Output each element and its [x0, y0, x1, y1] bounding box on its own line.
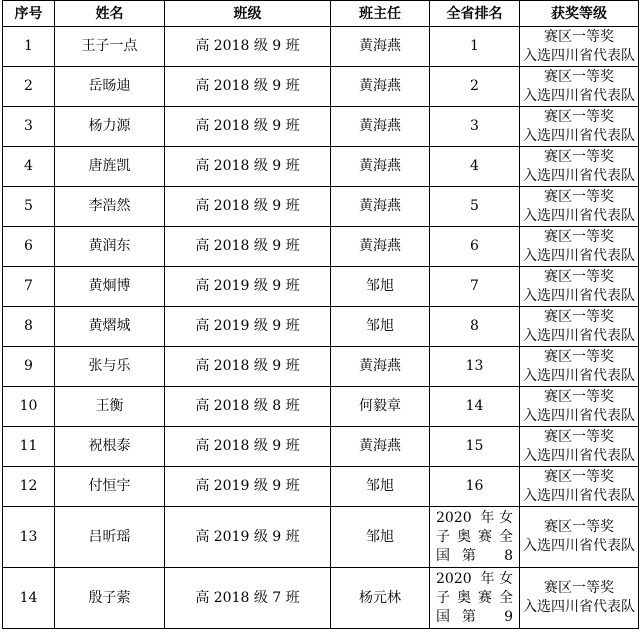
- cell-no: 2: [3, 67, 55, 107]
- cell-class: 高 2019 级 9 班: [165, 507, 331, 568]
- cell-class: 高 2018 级 9 班: [165, 67, 331, 107]
- rank-note-line: 国第 9: [436, 608, 513, 625]
- cell-award: [520, 107, 639, 147]
- award-line: 赛区一等奖: [544, 428, 614, 445]
- cell-award: [520, 427, 639, 467]
- table-row: [3, 347, 639, 387]
- cell-no: 9: [3, 347, 55, 387]
- award-line: 赛区一等奖: [544, 580, 614, 596]
- header-class: 班级: [165, 1, 331, 27]
- award-line: 入选四川省代表队: [523, 47, 635, 64]
- cell-award: [520, 467, 639, 507]
- table-row: [3, 307, 639, 347]
- cell-class: 高 2018 级 8 班: [165, 387, 331, 427]
- cell-class: 高 2018 级 9 班: [165, 187, 331, 227]
- award-line: 赛区一等奖: [544, 348, 614, 365]
- award-line: 入选四川省代表队: [523, 207, 635, 224]
- cell-rank: 15: [430, 427, 520, 467]
- cell-class: 高 2018 级 9 班: [165, 107, 331, 147]
- cell-teacher: 杨元林: [331, 568, 430, 629]
- cell-teacher: 邹旭: [331, 467, 430, 507]
- cell-teacher: 黄海燕: [331, 107, 430, 147]
- cell-class: 高 2018 级 7 班: [165, 568, 331, 629]
- cell-class: 高 2019 级 9 班: [165, 467, 331, 507]
- cell-name: 张与乐: [55, 347, 165, 387]
- award-line: 入选四川省代表队: [523, 538, 635, 554]
- cell-rank: 5: [430, 187, 520, 227]
- cell-rank: 16: [430, 467, 520, 507]
- award-line: 入选四川省代表队: [523, 599, 635, 615]
- cell-award: [520, 307, 639, 347]
- award-line: 赛区一等奖: [544, 228, 614, 245]
- cell-award: [520, 147, 639, 187]
- cell-class: 高 2018 级 9 班: [165, 347, 331, 387]
- cell-teacher: 黄海燕: [331, 187, 430, 227]
- cell-award: [520, 387, 639, 427]
- cell-no: 1: [3, 27, 55, 67]
- cell-name: 岳旸迪: [55, 67, 165, 107]
- table-row: [3, 387, 639, 427]
- cell-teacher: 邹旭: [331, 307, 430, 347]
- rank-note-line: 国第 8: [436, 547, 513, 564]
- cell-name: 吕昕瑶: [55, 507, 165, 568]
- award-table: [2, 0, 639, 629]
- cell-teacher: 黄海燕: [331, 347, 430, 387]
- award-line: 入选四川省代表队: [523, 487, 635, 504]
- table-row: [3, 27, 639, 67]
- cell-no: 14: [3, 568, 55, 629]
- cell-rank: 13: [430, 347, 520, 387]
- cell-award: [520, 568, 639, 629]
- table-body: [3, 27, 639, 629]
- cell-no: 8: [3, 307, 55, 347]
- cell-name: 王子一点: [55, 27, 165, 67]
- table-row: [3, 67, 639, 107]
- award-line: 入选四川省代表队: [523, 447, 635, 464]
- header-no: 序号: [3, 1, 55, 27]
- award-line: 入选四川省代表队: [523, 127, 635, 144]
- cell-no: 13: [3, 507, 55, 568]
- cell-no: 5: [3, 187, 55, 227]
- table-row: [3, 568, 639, 629]
- award-line: 赛区一等奖: [544, 468, 614, 485]
- table-row: [3, 187, 639, 227]
- cell-teacher: 何毅章: [331, 387, 430, 427]
- award-line: 入选四川省代表队: [523, 367, 635, 384]
- rank-note-line: 子奥赛全: [436, 528, 513, 545]
- award-line: 入选四川省代表队: [523, 167, 635, 184]
- header-award: 获奖等级: [520, 1, 639, 27]
- cell-rank: 7: [430, 267, 520, 307]
- award-line: 赛区一等奖: [544, 308, 614, 325]
- cell-award: [520, 507, 639, 568]
- cell-no: 3: [3, 107, 55, 147]
- header-rank: 全省排名: [430, 1, 520, 27]
- award-line: 赛区一等奖: [544, 68, 614, 85]
- cell-award: [520, 227, 639, 267]
- cell-teacher: 黄海燕: [331, 227, 430, 267]
- award-line: 赛区一等奖: [544, 188, 614, 205]
- award-line: 入选四川省代表队: [523, 407, 635, 424]
- award-line: 赛区一等奖: [544, 388, 614, 405]
- table-row: [3, 227, 639, 267]
- cell-no: 10: [3, 387, 55, 427]
- cell-name: 杨力源: [55, 107, 165, 147]
- cell-rank-note: [430, 568, 520, 629]
- table-row: [3, 267, 639, 307]
- cell-name: 唐旌凯: [55, 147, 165, 187]
- cell-class: 高 2018 级 9 班: [165, 427, 331, 467]
- cell-award: [520, 187, 639, 227]
- cell-rank: 4: [430, 147, 520, 187]
- cell-name: 付恒宇: [55, 467, 165, 507]
- cell-award: [520, 267, 639, 307]
- cell-name: 李浩然: [55, 187, 165, 227]
- award-line: 赛区一等奖: [544, 148, 614, 165]
- table-row: [3, 507, 639, 568]
- cell-name: 殷子萦: [55, 568, 165, 629]
- award-line: 赛区一等奖: [544, 108, 614, 125]
- cell-name: 祝根泰: [55, 427, 165, 467]
- cell-award: [520, 67, 639, 107]
- table-row: [3, 107, 639, 147]
- cell-rank: 14: [430, 387, 520, 427]
- cell-class: 高 2018 级 9 班: [165, 227, 331, 267]
- cell-class: 高 2018 级 9 班: [165, 27, 331, 67]
- header-teacher: 班主任: [331, 1, 430, 27]
- cell-name: 黄润东: [55, 227, 165, 267]
- cell-class: 高 2019 级 9 班: [165, 267, 331, 307]
- cell-rank: 6: [430, 227, 520, 267]
- award-line: 赛区一等奖: [544, 28, 614, 45]
- rank-note-line: 2020 年女: [436, 509, 513, 526]
- rank-note-line: 子奥赛全: [436, 589, 513, 606]
- award-line: 赛区一等奖: [544, 268, 614, 285]
- cell-teacher: 黄海燕: [331, 427, 430, 467]
- cell-no: 4: [3, 147, 55, 187]
- cell-class: 高 2019 级 9 班: [165, 307, 331, 347]
- award-line: 入选四川省代表队: [523, 327, 635, 344]
- cell-award: [520, 27, 639, 67]
- header-row: [3, 1, 639, 27]
- cell-rank: 8: [430, 307, 520, 347]
- cell-teacher: 黄海燕: [331, 147, 430, 187]
- cell-teacher: 黄海燕: [331, 67, 430, 107]
- award-line: 入选四川省代表队: [523, 247, 635, 264]
- table-row: [3, 147, 639, 187]
- cell-rank: 1: [430, 27, 520, 67]
- cell-name: 王衡: [55, 387, 165, 427]
- cell-teacher: 黄海燕: [331, 27, 430, 67]
- cell-no: 6: [3, 227, 55, 267]
- cell-rank-note: [430, 507, 520, 568]
- cell-award: [520, 347, 639, 387]
- cell-no: 7: [3, 267, 55, 307]
- cell-name: 黄炯博: [55, 267, 165, 307]
- table-row: [3, 467, 639, 507]
- cell-rank: 2: [430, 67, 520, 107]
- award-line: 入选四川省代表队: [523, 287, 635, 304]
- award-line: 入选四川省代表队: [523, 87, 635, 104]
- cell-no: 12: [3, 467, 55, 507]
- award-line: 赛区一等奖: [544, 519, 614, 535]
- cell-no: 11: [3, 427, 55, 467]
- cell-class: 高 2018 级 9 班: [165, 147, 331, 187]
- cell-rank: 3: [430, 107, 520, 147]
- cell-teacher: 邹旭: [331, 267, 430, 307]
- cell-name: 黄熠城: [55, 307, 165, 347]
- table-row: [3, 427, 639, 467]
- cell-teacher: 邹旭: [331, 507, 430, 568]
- rank-note-line: 2020 年女: [436, 570, 513, 587]
- header-name: 姓名: [55, 1, 165, 27]
